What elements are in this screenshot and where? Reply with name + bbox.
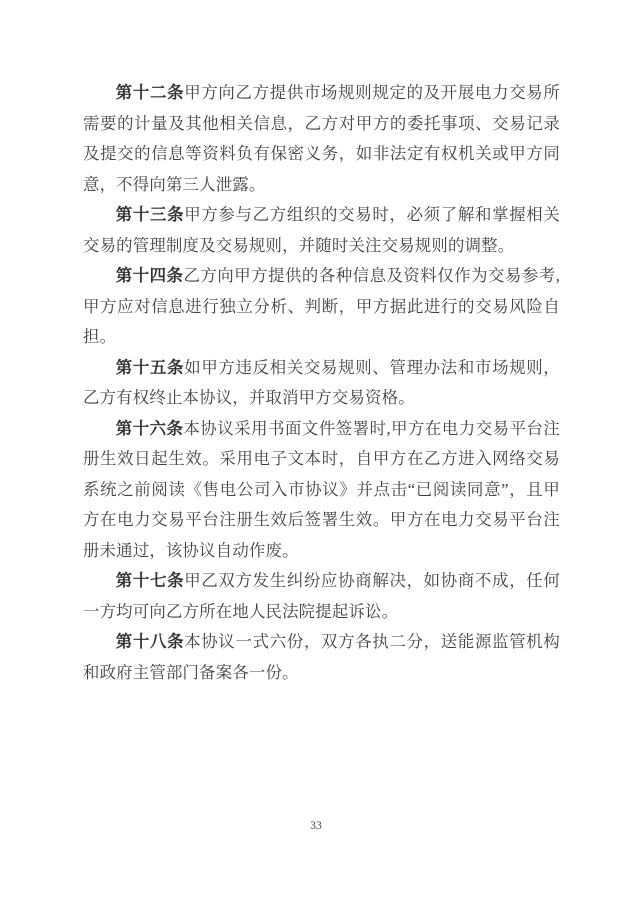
page-number: 33 (310, 820, 322, 832)
contract-clause (83, 261, 560, 353)
contract-clause (83, 627, 560, 688)
clause-text: 甲方向乙方提供市场规则规定的及开展电力交易所需要的计量及其他相关信息，乙方对甲方的委托事项、交易记录及提交的信息等资料负有保密义务，如非法定有权机关或甲方同意，不得向第三人泄露。 (83, 83, 560, 194)
contract-clause (83, 78, 560, 200)
clause-number: 第十八条 (115, 632, 185, 651)
clause-number: 第十四条 (115, 266, 184, 285)
clause-text: 甲方参与乙方组织的交易时，必须了解和掌握相关交易的管理制度及交易规则，并随时关注交易规则的调整。 (83, 205, 560, 255)
contract-clause (83, 200, 560, 261)
clause-text: 本协议一式六份，双方各执二分，送能源监管机构和政府主管部门备案各一份。 (83, 632, 560, 682)
contract-clause (83, 353, 560, 414)
contract-clause (83, 414, 560, 567)
clause-text: 乙方向甲方提供的各种信息及资料仅作为交易参考,甲方应对信息进行独立分析、判断，甲方据此进行的交易风险自担。 (83, 266, 560, 346)
clause-text: 甲乙双方发生纠纷应协商解决，如协商不成，任何一方均可向乙方所在地人民法院提起诉讼。 (83, 571, 560, 621)
clause-number: 第十二条 (115, 83, 185, 102)
clause-number: 第十六条 (115, 418, 184, 438)
clause-text: 如甲方违反相关交易规则、管理办法和市场规则，乙方有权终止本协议，并取消甲方交易资格。 (83, 357, 560, 407)
clause-number: 第十五条 (115, 357, 185, 377)
contract-clause (83, 566, 560, 627)
clause-number: 第十三条 (115, 205, 185, 224)
contract-body (83, 78, 560, 688)
clause-number: 第十七条 (115, 571, 185, 590)
clause-text: 本协议采用书面文件签署时,甲方在电力交易平台注册生效日起生效。采用电子文本时，自甲方在乙方进入网络交易系统之前阅读《售电公司入市协议》并点击“已阅读同意”，且甲方在电力交易平台注册生效后签署生效。甲方在电力交易平台注册未通过，该协议自动作废。 (83, 418, 560, 560)
